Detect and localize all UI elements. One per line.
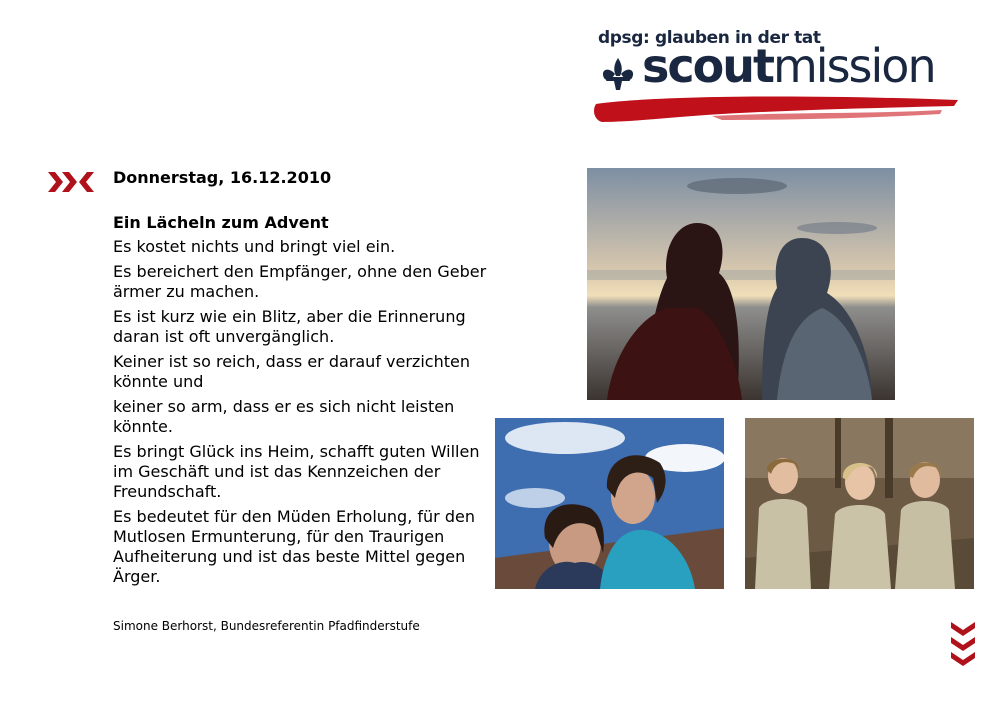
article-paragraph: Es bereichert den Empfänger, ohne den Geber ärmer zu machen. [113,262,487,301]
logo-brush-stroke [592,92,962,128]
photo-beach-sunset [587,168,895,400]
chevron-bullet-icon [48,171,96,193]
article-title: Ein Lächeln zum Advent [113,213,329,232]
article-date: Donnerstag, 16.12.2010 [113,168,332,187]
double-chevron-down-icon[interactable] [950,620,976,668]
logo-word-bold: scout [642,39,773,93]
scoutmission-logo [592,28,964,128]
article-credit: Simone Berhorst, Bundesreferentin Pfadfinderstufe [113,619,420,633]
fleur-de-lis-icon [598,54,638,94]
article-paragraph: keiner so arm, dass er es sich nicht leisten könnte. [113,397,455,436]
photo-girls-sky [495,418,724,589]
logo-word-light: mission [773,39,935,93]
article [113,168,493,592]
article-paragraph: Es ist kurz wie ein Blitz, aber die Erinnerung daran ist oft unvergänglich. [113,307,466,346]
photo-scouts-forest [745,418,974,589]
logo-tagline: dpsg: glauben in der tat [598,28,821,48]
article-paragraph: Es bringt Glück ins Heim, schafft guten Willen im Geschäft und ist das Kennzeichen der Freundschaft. [113,442,480,501]
logo-wordmark [642,39,935,93]
article-paragraph: Es bedeutet für den Müden Erholung, für den Mutlosen Ermunterung, für den Traurigen Aufheiterung und ist das beste Mittel gegen Ärger. [113,507,475,586]
article-paragraph: Es kostet nichts und bringt viel ein. [113,237,396,256]
article-paragraph: Keiner ist so reich, dass er darauf verzichten könnte und [113,352,470,391]
